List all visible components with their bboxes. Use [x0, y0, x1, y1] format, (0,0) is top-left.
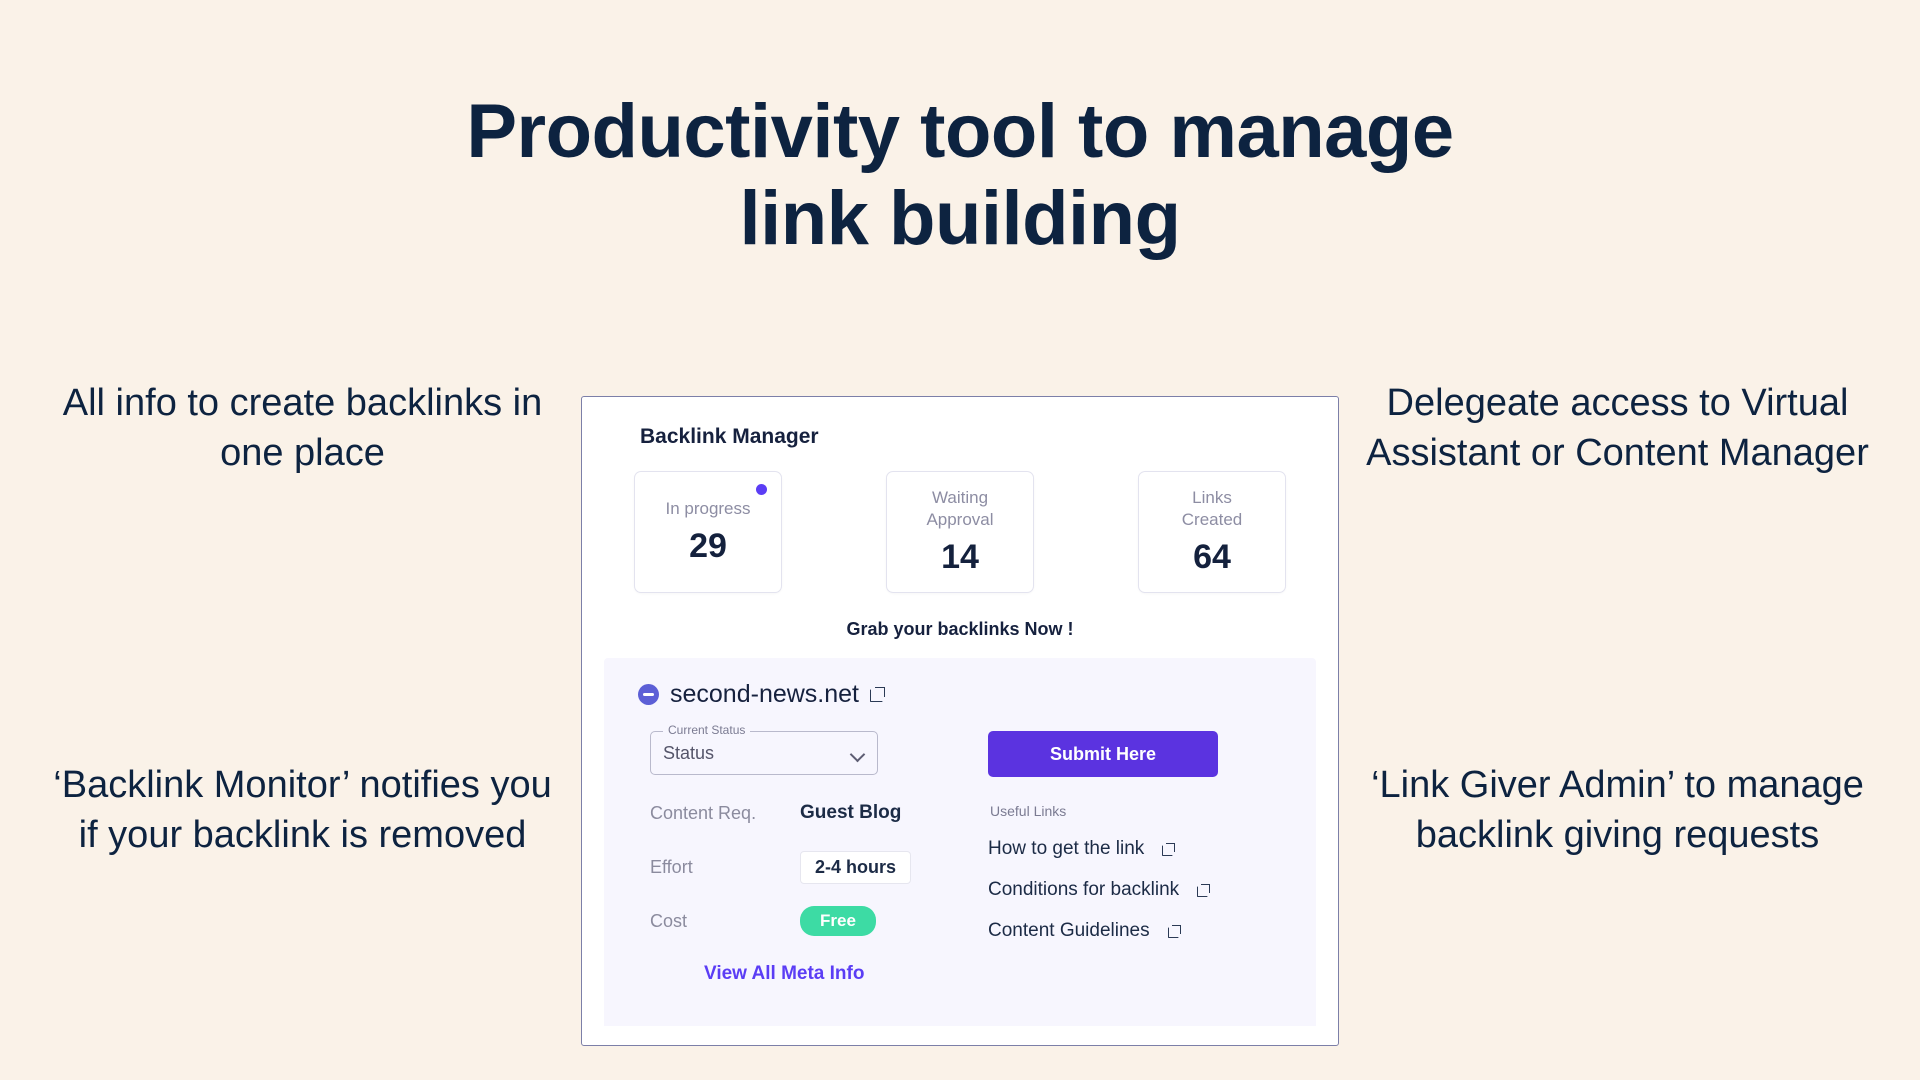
meta-value: 2-4 hours [800, 851, 911, 884]
caption-top-left: All info to create backlinks in one place [62, 382, 543, 475]
external-link-icon[interactable] [870, 687, 885, 702]
page-title [0, 88, 1920, 263]
stat-value: 64 [1193, 537, 1231, 576]
stat-label: In progress [665, 498, 751, 518]
view-all-meta-info-link[interactable]: View All Meta Info [704, 963, 865, 984]
stat-label: Links Created [1181, 488, 1243, 529]
caption-top-right: Delegeate access to Virtual Assistant or Content Manager [1366, 382, 1869, 475]
chevron-down-icon [850, 747, 866, 763]
meta-label: Content Req. [650, 802, 757, 823]
app-title: Backlink Manager [640, 425, 819, 448]
useful-link-item[interactable] [988, 920, 1286, 942]
current-status-select[interactable] [650, 723, 878, 775]
stat-card-waiting-approval[interactable] [886, 471, 1034, 593]
stat-card-links-created[interactable] [1138, 471, 1286, 593]
domain-name: second-news.net [670, 680, 860, 708]
external-link-icon[interactable] [1168, 925, 1181, 938]
stats-row [634, 471, 1286, 593]
stat-card-in-progress[interactable] [634, 471, 782, 593]
backlink-manager-card [581, 396, 1339, 1046]
useful-links-title: Useful Links [990, 803, 1067, 819]
panel-right-column [964, 731, 1286, 985]
current-status-value: Status [663, 742, 715, 763]
domain-row [638, 680, 1286, 709]
useful-link-label[interactable]: Conditions for backlink [988, 879, 1180, 900]
external-link-icon[interactable] [1197, 884, 1210, 897]
headline-line-2: link building [739, 176, 1181, 262]
notification-dot-icon [756, 484, 767, 495]
meta-row-content-req [650, 797, 964, 829]
useful-link-item[interactable] [988, 838, 1286, 860]
current-status-legend: Current Status [663, 723, 750, 737]
minus-circle-icon [638, 684, 659, 705]
useful-link-label[interactable]: Content Guidelines [988, 920, 1150, 941]
useful-link-label[interactable]: How to get the link [988, 838, 1145, 859]
backlink-detail-panel [604, 658, 1316, 1026]
panel-body [634, 723, 1286, 985]
headline-line-1: Productivity tool to manage [466, 89, 1454, 174]
stat-value: 29 [689, 527, 727, 566]
cost-badge: Free [800, 906, 876, 936]
meta-row-effort [650, 851, 964, 883]
stat-label: Waiting Approval [926, 488, 994, 529]
submit-here-button[interactable]: Submit Here [988, 731, 1218, 777]
grab-backlinks-heading: Grab your backlinks Now ! [846, 619, 1074, 639]
caption-bottom-left: ‘Backlink Monitor’ notifies you if your backlink is removed [53, 764, 552, 857]
caption-bottom-right: ‘Link Giver Admin’ to manage backlink giving requests [1371, 764, 1864, 857]
panel-left-column [634, 723, 964, 985]
meta-label: Effort [650, 856, 693, 877]
stat-value: 14 [941, 537, 979, 576]
useful-link-item[interactable] [988, 879, 1286, 901]
external-link-icon[interactable] [1162, 843, 1175, 856]
meta-value: Guest Blog [800, 802, 902, 823]
meta-label: Cost [650, 910, 688, 931]
meta-row-cost [650, 905, 964, 937]
